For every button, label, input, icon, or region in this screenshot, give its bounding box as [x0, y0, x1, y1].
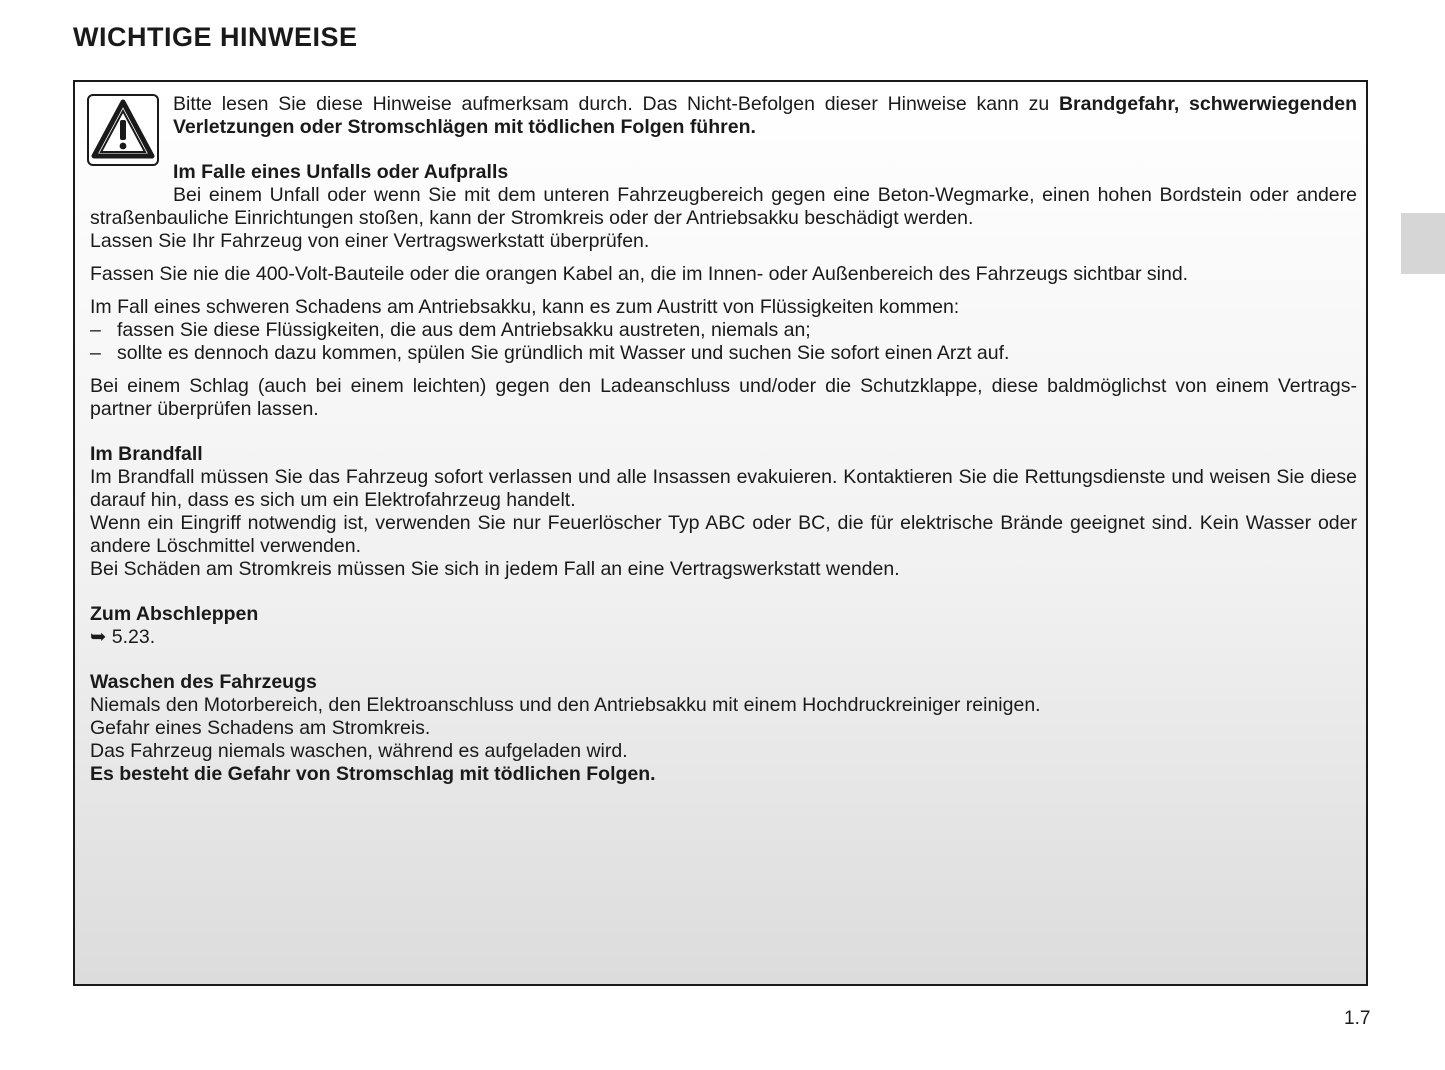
towing-heading: Zum Abschleppen	[90, 603, 259, 625]
accident-inspection-text: Lassen Sie Ihr Fahrzeug von einer Vertragswerkstatt überprüfen.	[90, 230, 650, 252]
towing-reference-link[interactable]: 5.23.	[111, 626, 156, 648]
accident-text: Bei einem Unfall oder wenn Sie mit dem unteren Fahrzeugbereich gegen eine Beton-Wegmarke, einen hohen Bordstein oder andere straßenbauliche Einrichtungen stoßen, kann der Stromkreis oder der Antriebsakku beschädigt werden.	[90, 184, 1357, 229]
fire-workshop-text: Bei Schäden am Stromkreis müssen Sie sich in jedem Fall an eine Vertragswerkstatt wenden.	[90, 558, 900, 580]
list-item-text: sollte es dennoch dazu kommen, spülen Sie gründlich mit Wasser und suchen Sie sofort einen Arzt auf.	[117, 342, 1010, 364]
fire-text: Im Brandfall müssen Sie das Fahrzeug sofort verlassen und alle Insassen evakuieren. Kontaktieren Sie die Rettungsdienste und weisen Sie diese darauf hin, dass es sich um ein Elektrofahrzeug handelt.	[90, 466, 1357, 511]
intro-paragraph: Bitte lesen Sie diese Hinweise aufmerksam durch. Das Nicht-Befolgen dieser Hinweise kann zu Brandgefahr, schwerwiegenden Verletzungen oder Stromschlägen mit tödlichen Folgen führen.	[173, 93, 1358, 138]
fire-extinguisher-text: Wenn ein Eingriff notwendig ist, verwenden Sie nur Feuerlöscher Typ ABC oder BC, die für elektrische Brände geeignet sind. Kein Wasser oder andere Löschmittel verwenden.	[90, 512, 1357, 557]
page-number: 1.7	[1344, 1008, 1371, 1029]
washing-charging-text: Das Fahrzeug niemals waschen, während es aufgeladen wird.	[90, 740, 628, 762]
fire-heading: Im Brandfall	[90, 443, 203, 465]
accident-heading: Im Falle eines Unfalls oder Aufpralls	[173, 161, 509, 183]
list-item-text: fassen Sie diese Flüssigkeiten, die aus dem Antriebsakku austreten, niemals an;	[117, 319, 811, 341]
washing-bold-warning: Es besteht die Gefahr von Stromschlag mit tödlichen Folgen.	[90, 763, 656, 785]
page-title: WICHTIGE HINWEISE	[73, 22, 358, 52]
washing-text: Niemals den Motorbereich, den Elektroanschluss und den Antriebsakku mit einem Hochdruckreiniger reinigen.	[90, 694, 1041, 716]
washing-heading: Waschen des Fahrzeugs	[90, 671, 317, 693]
list-item	[90, 342, 1357, 365]
chapter-tab	[1401, 213, 1445, 274]
warning-box	[73, 80, 1368, 986]
charging-port-text: Bei einem Schlag (auch bei einem leichten) gegen den Ladeanschluss und/oder die Schutzklappe, diese baldmöglichst von einem Vertrags-partner überprüfen lassen.	[90, 375, 1357, 420]
arrow-right-icon: ➥	[90, 626, 107, 648]
voltage-warning-text: Fassen Sie nie die 400-Volt-Bauteile oder die orangen Kabel an, die im Innen- oder Außenbereich des Fahrzeugs sichtbar sind.	[90, 263, 1189, 285]
intro-warning-bold: Brandgefahr, schwerwiegenden Verletzungen oder Stromschlägen mit tödlichen Folgen führen.	[173, 93, 1358, 138]
list-dash: –	[90, 342, 101, 364]
list-item	[90, 319, 1357, 342]
washing-damage-text: Gefahr eines Schadens am Stromkreis.	[90, 717, 431, 739]
warning-content	[90, 93, 1357, 786]
towing-reference	[90, 626, 1357, 649]
list-dash: –	[90, 319, 101, 341]
battery-text: Im Fall eines schweren Schadens am Antriebsakku, kann es zum Austritt von Flüssigkeiten kommen:	[90, 296, 960, 318]
